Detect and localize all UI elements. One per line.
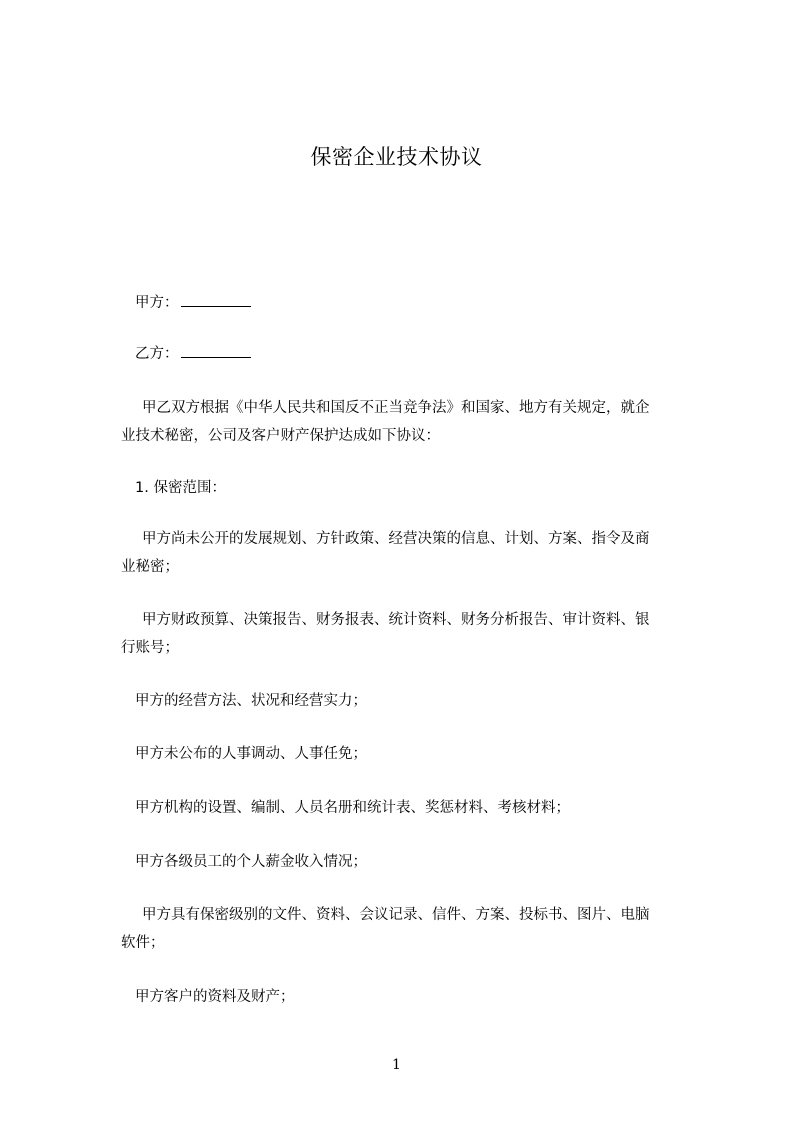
- party-b-blank: [181, 343, 251, 358]
- scope-item: [121, 606, 714, 662]
- party-b-label: 乙方：: [135, 346, 179, 362]
- scope-item: 甲方各级员工的个人薪金收入情况；: [135, 854, 367, 870]
- scope-item: [121, 525, 714, 581]
- scope-item-line-2: 软件；: [121, 935, 165, 951]
- scope-item: 甲方的经营方法、状况和经营实力；: [135, 693, 367, 709]
- document-title: 保密企业技术协议: [310, 145, 483, 169]
- scope-item-line-2: 业秘密；: [121, 559, 179, 575]
- scope-item-line-1: 甲方尚未公开的发展规划、方针政策、经营决策的信息、计划、方案、指令及商: [142, 531, 650, 547]
- party-b-line: [135, 340, 707, 368]
- party-a-label: 甲方：: [135, 295, 179, 311]
- scope-item-line-2: 行账号；: [121, 640, 179, 656]
- party-a-blank: [181, 292, 251, 307]
- section-1-heading: 1. 保密范围：: [135, 480, 226, 496]
- scope-item: [121, 901, 714, 957]
- scope-item-line-1: 甲方财政预算、决策报告、财务报表、统计资料、财务分析报告、审计资料、银: [142, 612, 650, 628]
- page-number: 1: [392, 1057, 401, 1073]
- intro-paragraph: [121, 394, 714, 450]
- scope-item: 甲方未公布的人事调动、人事任免；: [135, 746, 367, 762]
- scope-item: 甲方机构的设置、编制、人员名册和统计表、奖惩材料、考核材料；: [135, 800, 570, 816]
- intro-line-2: 业技术秘密，公司及客户财产保护达成如下协议：: [121, 428, 440, 444]
- scope-item: 甲方客户的资料及财产；: [135, 989, 295, 1005]
- intro-line-1: 甲乙双方根据《中华人民共和国反不正当竞争法》和国家、地方有关规定，就企: [142, 400, 650, 416]
- party-a-line: [135, 289, 707, 317]
- scope-item-line-1: 甲方具有保密级别的文件、资料、会议记录、信件、方案、投标书、图片、电脑: [142, 907, 650, 923]
